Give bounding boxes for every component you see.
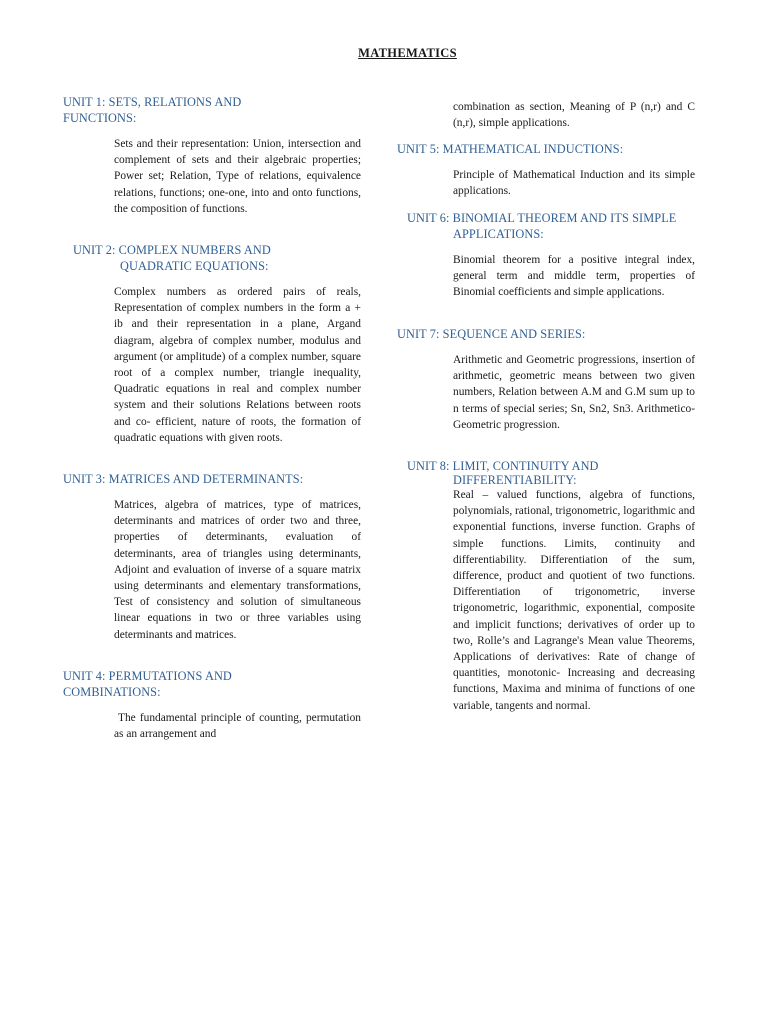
unit-2-heading-line1: UNIT 2: COMPLEX NUMBERS AND [73,243,271,257]
unit-3-body: Matrices, algebra of matrices, type of matrices, determinants and matrices of order two and three, properties of determinants, evaluation of determinants, area of triangles using determinants, Adjoint and evaluation of inverse of a square matrix using determinants and elementary transformations, Test of consistency and solution of simultaneous linear equations in two or three variables using determinants and matrices. [114,499,361,641]
unit-8-heading-line1: UNIT 8: LIMIT, CONTINUITY AND [407,459,599,473]
unit-8-heading-line2: DIFFERENTIABILITY: [453,473,577,487]
unit-5-heading [397,141,717,157]
unit-6-body: Binomial theorem for a positive integral index, general term and middle term, properties of Binomial coefficients and simple applications. [453,254,695,299]
page-title: MATHEMATICS [358,46,457,60]
unit-8-heading [407,459,727,487]
unit-4-heading-line2: COMBINATIONS: [63,685,161,699]
unit-7-heading-line1: UNIT 7: SEQUENCE AND SERIES: [397,327,586,341]
unit-3-heading-line1: UNIT 3: MATRICES AND DETERMINANTS: [63,472,304,486]
unit-1-heading [63,94,363,126]
unit-6-heading-line1: UNIT 6: BINOMIAL THEOREM AND ITS SIMPLE [407,211,677,225]
unit-5-heading-line1: UNIT 5: MATHEMATICAL INDUCTIONS: [397,142,624,156]
unit-2-heading [73,242,373,274]
unit-8-body: Real – valued functions, algebra of functions, polynomials, rational, trigonometric, logarithmic and exponential functions, inverse function. Graphs of simple functions. Limits, continuity and differentiability. Differentiation of the sum, difference, product and quotient of two functions. Differentiation of trigonometric, inverse trigonometric, logarithmic, exponential, composite and implicit functions; derivatives of order up to two, Rolle’s and Lagrange's Mean value Theorems, Applications of derivatives: Rate of change of quantities, monotonic- Increasing and decreasing functions, Maxima and minima of functions of one variable, tangents and normal. [453,489,695,712]
unit-1-body: Sets and their representation: Union, intersection and complement of sets and their algebraic properties; Power set; Relation, Type of relations, equivalence relations, functions; one-one, into and onto functions, the composition of functions. [114,138,361,215]
unit-5-body: Principle of Mathematical Induction and its simple applications. [453,169,695,198]
unit-7-heading [397,326,717,342]
unit-7-body: Arithmetic and Geometric progressions, insertion of arithmetic, geometric means between two given numbers, Relation between A.M and G.M sum up to n terms of special series; Sn, Sn2, Sn3. Arithmetico-Geometric progression. [453,354,695,431]
unit-1-heading-line2: FUNCTIONS: [63,111,137,125]
unit-3-heading [63,471,363,487]
unit-6-heading [407,210,727,242]
unit-2-body: Complex numbers as ordered pairs of reals, Representation of complex numbers in the form a + ib and their representation in a plane, Argand diagram, algebra of complex number, modulus and argument (or amplitude) of a complex number, square root of a complex number, triangle inequality, Quadratic equations in real and complex number system and their solutions Relations between roots and co- efficient, nature of roots, the formation of quadratic equations with given roots. [114,286,361,444]
unit-6-heading-line2: APPLICATIONS: [453,227,544,241]
unit-1-heading-line1: UNIT 1: SETS, RELATIONS AND [63,95,242,109]
unit-4-body-continued: combination as section, Meaning of P (n,r) and C (n,r), simple applications. [453,101,695,130]
unit-4-heading [63,668,363,700]
unit-4-body: The fundamental principle of counting, permutation as an arrangement and [114,712,361,741]
unit-2-heading-line2: QUADRATIC EQUATIONS: [120,259,269,273]
unit-4-heading-line1: UNIT 4: PERMUTATIONS AND [63,669,232,683]
